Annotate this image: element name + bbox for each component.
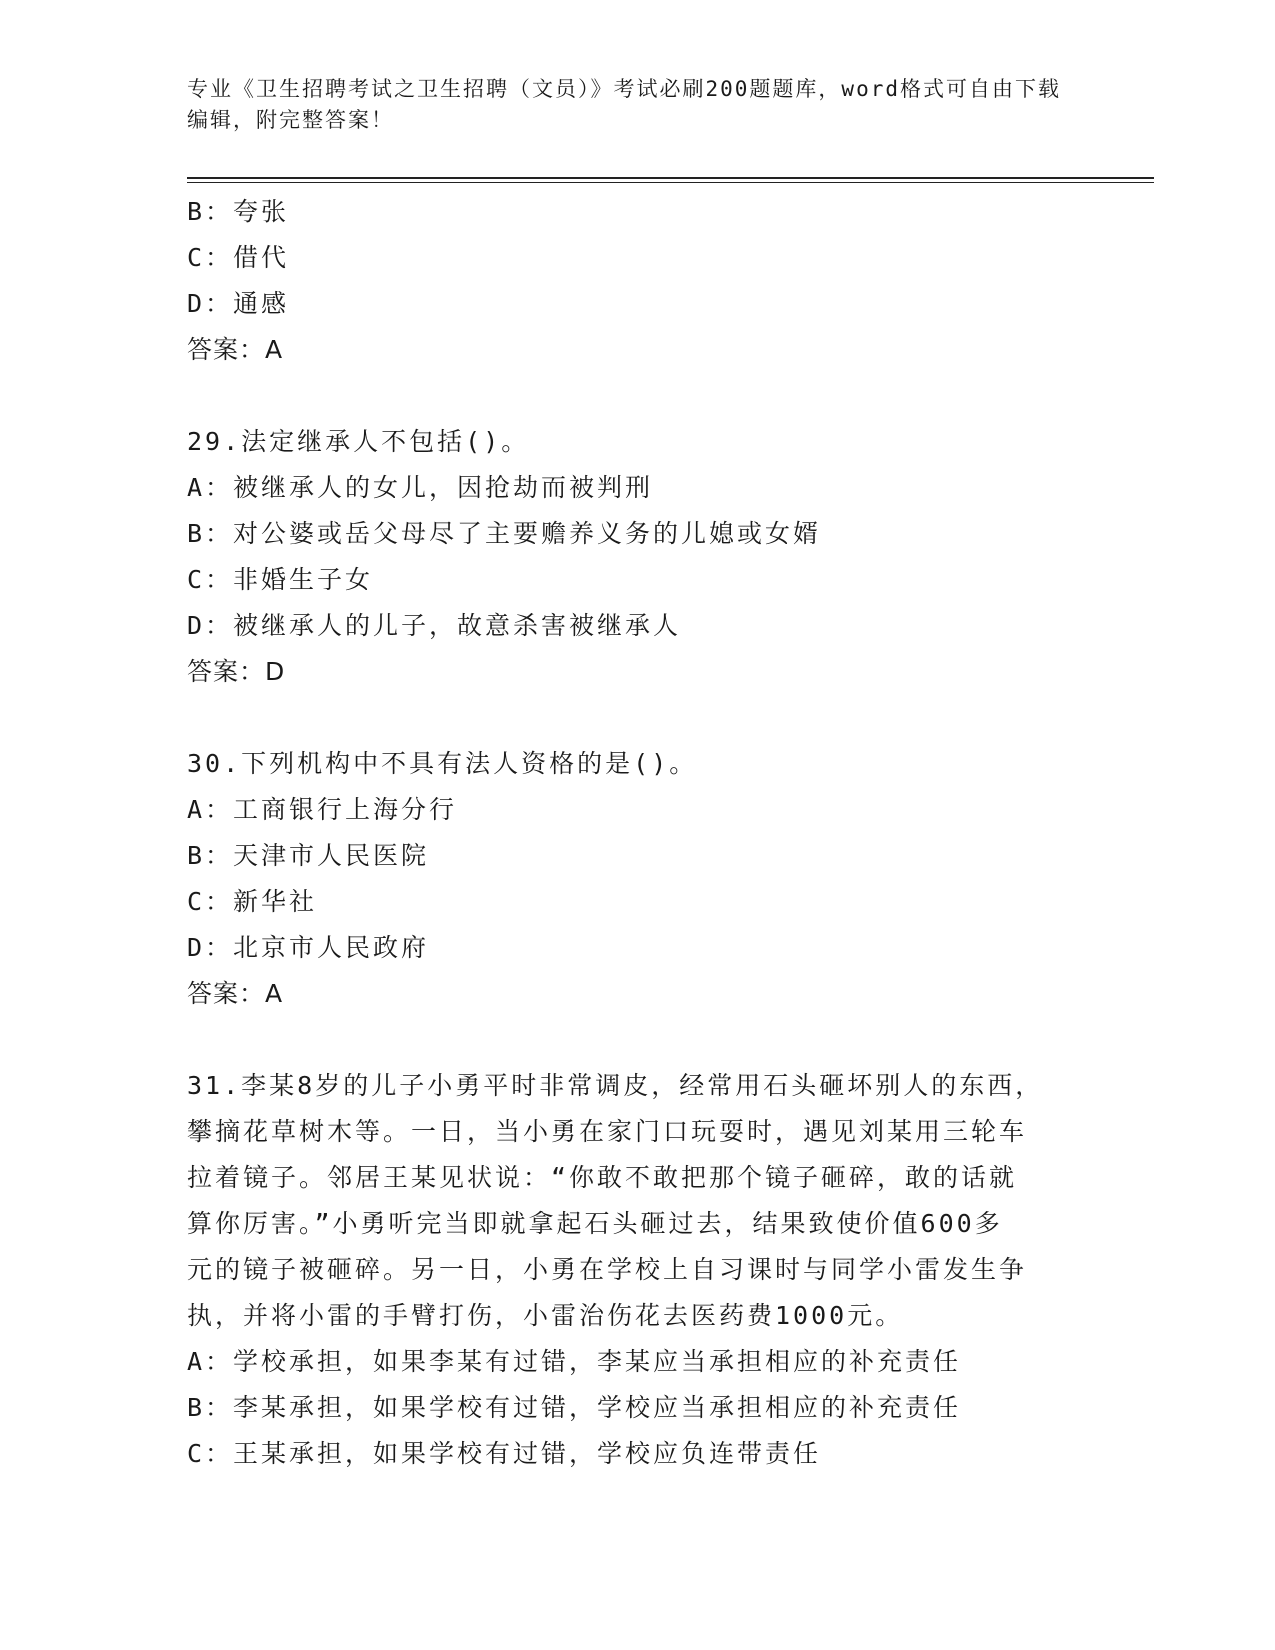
header-divider-thick — [187, 177, 1154, 179]
option-b: B：天津市人民医院 — [187, 841, 430, 870]
question-stem-line: 元的镜子被砸碎。另一日，小勇在学校上自习课时与同学小雷发生争 — [187, 1255, 1028, 1284]
option-b: B：李某承担，如果学校有过错，学校应当承担相应的补充责任 — [187, 1393, 962, 1422]
spacer — [187, 695, 1067, 741]
option-d: D：被继承人的儿子，故意杀害被继承人 — [187, 611, 682, 640]
answer-line: 答案：D — [187, 657, 286, 686]
document-title: 专业《卫生招聘考试之卫生招聘（文员）》考试必刷200题题库，word格式可自由下载编辑，附完整答案！ — [187, 77, 1061, 132]
question-stem-line: 攀摘花草树木等。一日，当小勇在家门口玩耍时，遇见刘某用三轮车 — [187, 1117, 1028, 1146]
answer-line: 答案：A — [187, 979, 284, 1008]
question-content — [187, 189, 1067, 1477]
question-stem-line: 算你厉害。”小勇听完当即就拿起石头砸过去，结果致使价值600多 — [187, 1209, 1003, 1238]
option-c: C：借代 — [187, 243, 290, 272]
question-stem: 30.下列机构中不具有法人资格的是()。 — [187, 749, 698, 778]
question-30 — [187, 741, 1067, 1017]
answer-line: 答案：A — [187, 335, 284, 364]
option-b: B：夸张 — [187, 197, 290, 226]
option-a: A：被继承人的女儿，因抢劫而被判刑 — [187, 473, 654, 502]
header-divider-thin — [187, 182, 1154, 183]
option-c: C：新华社 — [187, 887, 318, 916]
option-a: A：工商银行上海分行 — [187, 795, 458, 824]
question-stem: 29.法定继承人不包括()。 — [187, 427, 530, 456]
option-c: C：非婚生子女 — [187, 565, 374, 594]
question-stem-line: 31.李某8岁的儿子小勇平时非常调皮，经常用石头砸坏别人的东西， — [187, 1071, 1044, 1100]
spacer — [187, 373, 1067, 419]
option-d: D：通感 — [187, 289, 290, 318]
question-28-tail — [187, 189, 1067, 373]
option-d: D：北京市人民政府 — [187, 933, 430, 962]
question-stem-line: 执，并将小雷的手臂打伤，小雷治伤花去医药费1000元。 — [187, 1301, 904, 1330]
document-header — [187, 74, 1067, 136]
option-c: C：王某承担，如果学校有过错，学校应负连带责任 — [187, 1439, 822, 1468]
spacer — [187, 1017, 1067, 1063]
question-stem-line: 拉着镜子。邻居王某见状说：“你敢不敢把那个镜子砸碎，敢的话就 — [187, 1163, 1018, 1192]
option-a: A：学校承担，如果李某有过错，李某应当承担相应的补充责任 — [187, 1347, 962, 1376]
question-31 — [187, 1063, 1067, 1477]
option-b: B：对公婆或岳父母尽了主要赡养义务的儿媳或女婿 — [187, 519, 822, 548]
question-29 — [187, 419, 1067, 695]
